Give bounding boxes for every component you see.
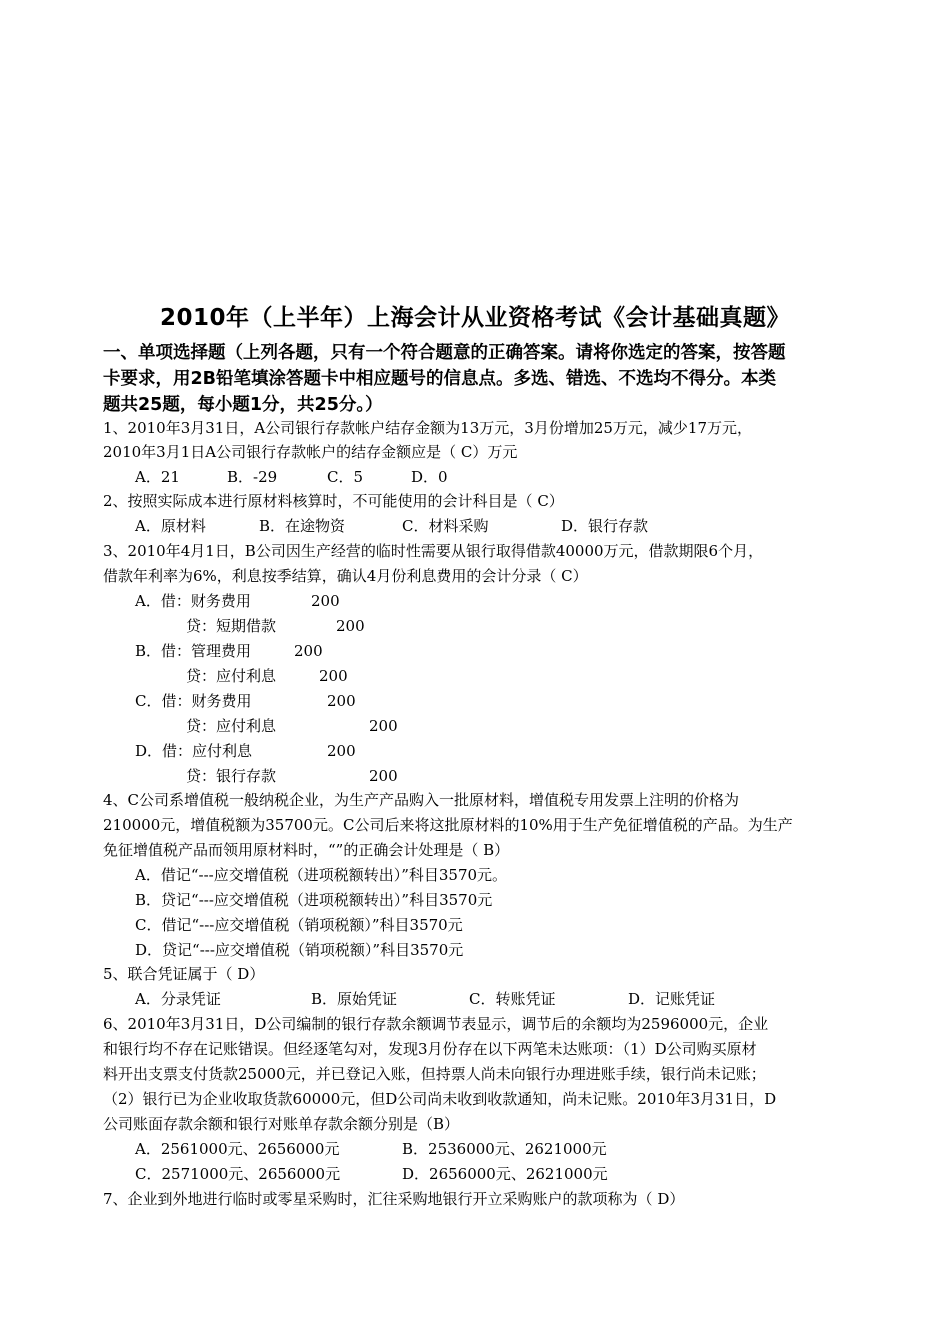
q3-a-debit-account: A．借：财务费用 (135, 592, 251, 610)
question-4-line-3: 免征增值税产品而领用原材料时，“”的正确会计处理是（ B） (103, 841, 510, 859)
q5-option-b: B．原始凭证 (311, 990, 398, 1008)
q6-option-a: A．2561000元、2656000元 (135, 1140, 340, 1158)
q3-b-credit-amount: 200 (319, 667, 348, 685)
q3-d-debit-account: D．借：应付利息 (135, 742, 253, 760)
q4-option-b: B．贷记“---应交增值税（进项税额转出）”科目3570元 (135, 891, 493, 909)
q3-c-debit-account: C．借：财务费用 (135, 692, 252, 710)
section-heading-line-3: 题共25题，每小题1分，共25分。） (103, 395, 383, 415)
section-heading-line-2: 卡要求，用2B铅笔填涂答题卡中相应题号的信息点。多选、错选、不选均不得分。本类 (103, 369, 777, 389)
q6-option-c: C．2571000元、2656000元 (135, 1165, 341, 1183)
q3-d-credit-account: 贷：银行存款 (186, 767, 277, 785)
q3-b-debit-account: B．借：管理费用 (135, 642, 252, 660)
q5-option-d: D．记账凭证 (628, 990, 716, 1008)
section-heading-line-1: 一、单项选择题（上列各题，只有一个符合题意的正确答案。请将你选定的答案，按答题 (103, 343, 786, 363)
question-6-line-2: 和银行均不存在记账错误。但经逐笔勾对，发现3月份存在以下两笔未达账项：（1）D公司购买原材 (103, 1040, 757, 1058)
q5-option-a: A．分录凭证 (135, 990, 221, 1008)
q4-option-d: D．贷记“---应交增值税（销项税额）”科目3570元 (135, 941, 464, 959)
q3-c-debit-amount: 200 (327, 692, 356, 710)
q6-option-b: B．2536000元、2621000元 (402, 1140, 607, 1158)
q3-d-debit-amount: 200 (327, 742, 356, 760)
q4-option-c: C．借记“---应交增值税（销项税额）”科目3570元 (135, 916, 463, 934)
question-6-line-1: 6、2010年3月31日，D公司编制的银行存款余额调节表显示，调节后的余额均为2596000元，企业 (103, 1015, 769, 1033)
q1-option-b: B．-29 (227, 468, 278, 486)
q1-option-a: A．21 (135, 468, 180, 486)
q1-option-d: D．0 (411, 468, 448, 486)
q2-option-d: D．银行存款 (561, 517, 649, 535)
q5-option-c: C．转账凭证 (469, 990, 556, 1008)
q6-option-d: D．2656000元、2621000元 (402, 1165, 608, 1183)
question-7-line-1: 7、企业到外地进行临时或零星采购时，汇往采购地银行开立采购账户的款项称为（ D） (103, 1190, 685, 1208)
question-4-line-2: 210000元，增值税额为35700元。C公司后来将这批原材料的10%用于生产免征增值税的产品。为生产 (103, 816, 793, 834)
q3-a-debit-amount: 200 (311, 592, 340, 610)
question-6-line-3: 料开出支票支付货款25000元，并已登记入账，但持票人尚未向银行办理进账手续，银行尚未记账； (103, 1065, 766, 1083)
q3-c-credit-amount: 200 (369, 717, 398, 735)
question-3-line-1: 3、2010年4月1日，B公司因生产经营的临时性需要从银行取得借款40000万元，借款期限6个月， (103, 542, 764, 560)
q1-option-c: C．5 (327, 468, 364, 486)
question-1-line-2: 2010年3月1日A公司银行存款帐户的结存金额应是（ C）万元 (103, 443, 518, 461)
q3-b-credit-account: 贷：应付利息 (186, 667, 277, 685)
question-4-line-1: 4、C公司系增值税一般纳税企业，为生产产品购入一批原材料，增值税专用发票上注明的价格为 (103, 791, 740, 809)
q3-a-credit-account: 贷：短期借款 (186, 617, 277, 635)
question-3-line-2: 借款年利率为6%，利息按季结算，确认4月份利息费用的会计分录（ C） (103, 567, 588, 585)
q4-option-a: A．借记“---应交增值税（进项税额转出）”科目3570元。 (135, 866, 508, 884)
question-5-line-1: 5、联合凭证属于（ D） (103, 965, 265, 983)
q3-c-credit-account: 贷：应付利息 (186, 717, 277, 735)
q2-option-a: A．原材料 (135, 517, 206, 535)
question-6-line-4: （2）银行已为企业收取货款60000元，但D公司尚未收到收款通知，尚未记账。2010年3月31日，D (103, 1090, 777, 1108)
q3-b-debit-amount: 200 (294, 642, 323, 660)
q3-a-credit-amount: 200 (336, 617, 365, 635)
q2-option-b: B．在途物资 (259, 517, 346, 535)
question-2-line-1: 2、按照实际成本进行原材料核算时，不可能使用的会计科目是（ C） (103, 492, 564, 510)
q3-d-credit-amount: 200 (369, 767, 398, 785)
question-1-line-1: 1、2010年3月31日，A公司银行存款帐户结存金额为13万元，3月份增加25万元，减少17万元， (103, 419, 752, 437)
question-6-line-5: 公司账面存款余额和银行对账单存款余额分别是（B） (103, 1115, 460, 1133)
page-title: 2010年（上半年）上海会计从业资格考试《会计基础真题》 (159, 305, 790, 331)
q2-option-c: C．材料采购 (402, 517, 489, 535)
